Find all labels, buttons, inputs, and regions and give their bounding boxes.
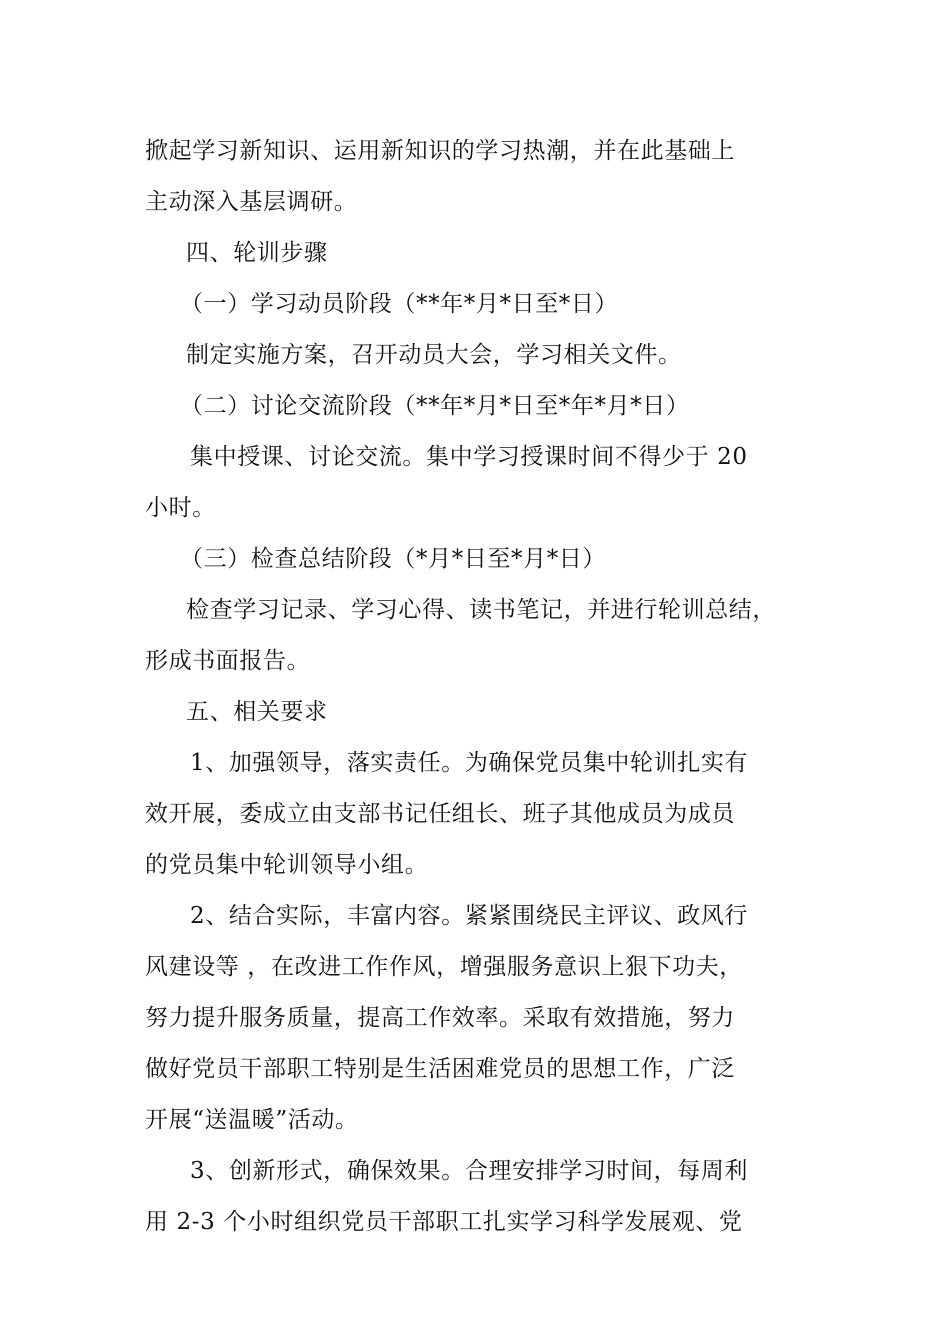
text-line-15: 的党员集中轮训领导小组。 bbox=[145, 852, 429, 878]
text-line-11: 形成书面报告。 bbox=[145, 648, 311, 674]
text-line-2: 主动深入基层调研。 bbox=[145, 189, 358, 215]
text-line-21: 3、创新形式，确保效果。合理安排学习时间，每周利 bbox=[190, 1158, 749, 1184]
text-line-18: 努力提升服务质量，提高工作效率。采取有效措施，努力 bbox=[145, 1005, 735, 1031]
text-line-10: 检查学习记录、学习心得、读书笔记，并进行轮训总结， bbox=[186, 597, 776, 623]
section-heading-4: 四、轮训步骤 bbox=[186, 240, 328, 266]
text-line-13: 1、加强领导，落实责任。为确保党员集中轮训扎实有 bbox=[190, 750, 749, 776]
text-line-5: 制定实施方案，召开动员大会，学习相关文件。 bbox=[186, 342, 682, 368]
text-line-7: 集中授课、讨论交流。集中学习授课时间不得少于 20 bbox=[190, 444, 748, 470]
section-heading-5: 五、相关要求 bbox=[186, 699, 328, 725]
text-line-22: 用 2-3 个小时组织党员干部职工扎实学习科学发展观、党 bbox=[145, 1209, 743, 1235]
subsection-heading-1: （一）学习动员阶段（**年*月*日至*日） bbox=[180, 291, 619, 317]
text-line-20: 开展“送温暖”活动。 bbox=[145, 1107, 359, 1133]
text-line-8: 小时。 bbox=[145, 495, 216, 521]
text-line-1: 掀起学习新知识、运用新知识的学习热潮，并在此基础上 bbox=[145, 138, 735, 164]
text-line-19: 做好党员干部职工特别是生活困难党员的思想工作，广泛 bbox=[145, 1056, 735, 1082]
text-line-16: 2、结合实际，丰富内容。紧紧围绕民主评议、政风行 bbox=[190, 903, 749, 929]
text-line-14: 效开展，委成立由支部书记任组长、班子其他成员为成员 bbox=[145, 801, 735, 827]
text-line-17: 风建设等 ，在改进工作作风，增强服务意识上狠下功夫， bbox=[145, 954, 743, 980]
subsection-heading-2: （二）讨论交流阶段（**年*月*日至*年*月*日） bbox=[180, 393, 690, 419]
subsection-heading-3: （三）检查总结阶段（*月*日至*月*日） bbox=[180, 546, 606, 572]
